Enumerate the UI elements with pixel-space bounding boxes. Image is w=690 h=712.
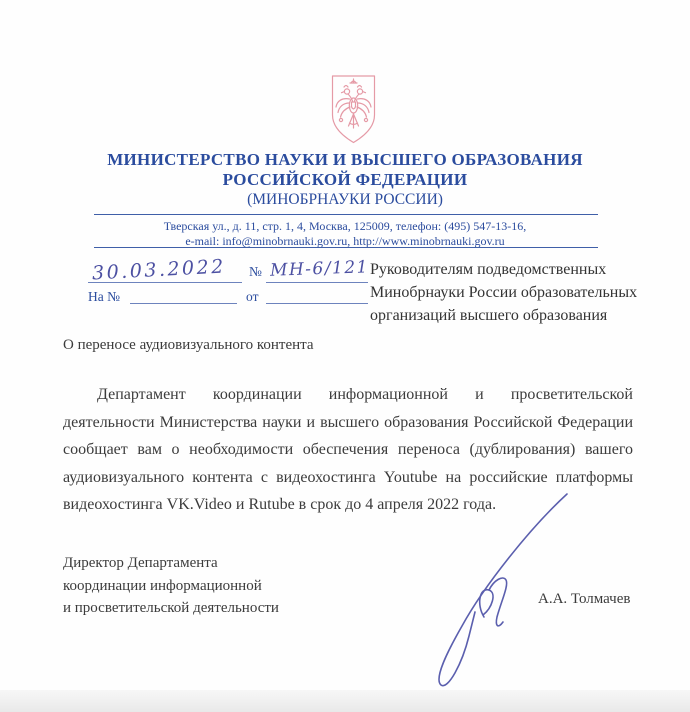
reply-to-label: На № [88,289,120,304]
signer-name: А.А. Толмачев [538,591,631,607]
recipient-line: организаций высшего образования [370,307,608,324]
body-paragraph: Департамент координации информационной и просветительской деятельности Министерства науки и высшего образования Российской Федерации сообщает вам о необходимости обеспечения переноса (дублирования) вашего аудиовизуального контента с видеохостинга Youtube на российские платформы видеохостинга VK.Video и Rutube в срок до 4 апреля 2022 года. [63,386,633,513]
ministry-short-name: (МИНОБРНАУКИ РОССИИ) [247,191,443,208]
ministry-name-line2: РОССИЙСКОЙ ФЕДЕРАЦИИ [222,170,468,189]
recipient-line: Минобрнауки России образовательных [370,284,638,301]
header-divider-top [94,214,598,215]
header-divider-bottom [94,247,598,248]
coat-of-arms [329,74,378,146]
recipient-block [370,258,670,327]
contact-address-line: Тверская ул., д. 11, стр. 1, 4, Москва, 125009, телефон: (495) 547-13-16, [163,219,527,233]
contact-info [0,219,690,248]
date-handwritten: 30.03.2022 [91,255,227,285]
signer-position-line: Директор Департамента [63,555,218,571]
number-sign-label: № [249,264,262,279]
reply-date-underline [266,303,368,304]
reply-number-underline [130,303,237,304]
subject-line: О переносе аудиовизуального контента [63,337,314,353]
number-handwritten: МН-6/121 [269,257,370,281]
ministry-name-line1: МИНИСТЕРСТВО НАУКИ И ВЫСШЕГО ОБРАЗОВАНИЯ [107,150,583,169]
reply-from-label: от [246,289,259,304]
signer-position-line: координации информационной [63,577,262,594]
recipient-line: Руководителям подведомственных [370,261,607,278]
scan-edge-shadow [0,690,690,712]
double-headed-eagle-icon [329,74,378,146]
number-field-underline [266,282,368,283]
signer-position-block [63,552,343,620]
signer-position-line: и просветительской деятельности [63,600,279,616]
contact-email-line: e-mail: info@minobrnauki.gov.ru, http://www.minobrnauki.gov.ru [185,233,505,248]
